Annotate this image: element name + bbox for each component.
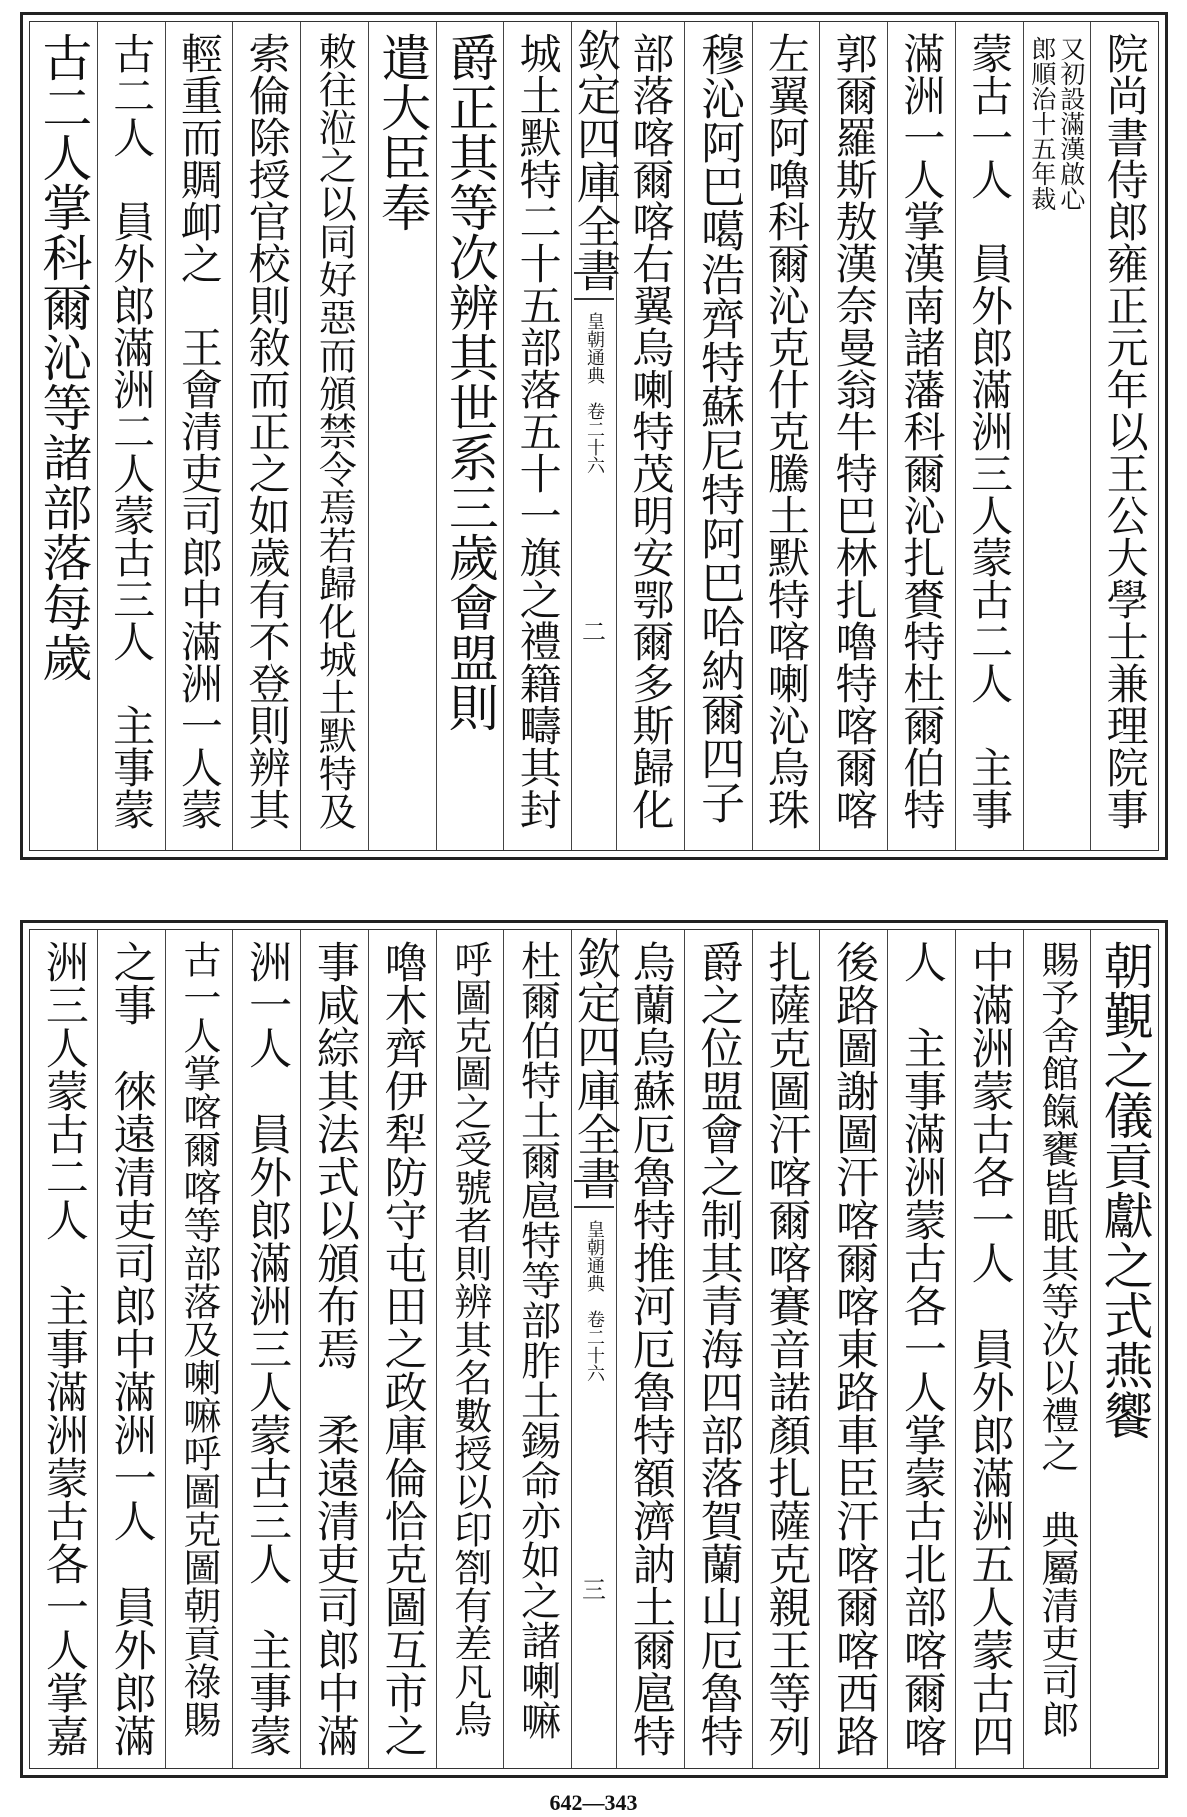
text-column (97, 22, 165, 850)
text-column (503, 22, 571, 850)
text-column (752, 22, 820, 850)
text-column (887, 22, 955, 850)
text-column (1023, 930, 1091, 1768)
column-text: 扎薩克圖汗喀爾喀賽音諾顏扎薩克親王等列 (761, 940, 812, 1757)
book-title: 欽定四庫全書 (569, 28, 620, 292)
text-column (300, 22, 368, 850)
column-text: 部落喀爾喀右翼烏喇特茂明安鄂爾多斯歸化 (626, 32, 676, 830)
text-column (887, 930, 955, 1768)
top-page-columns (30, 22, 1158, 850)
column-text: 古一人掌喀爾喀等部落及喇嘛呼圖克圖朝貢祿賜 (176, 940, 221, 1738)
column-text: 之事 徠遠清吏司郎中滿洲一人 員外郎滿 (106, 940, 157, 1757)
text-column (436, 930, 504, 1768)
column-text: 洲三人蒙古二人 主事滿洲蒙古各一人掌嘉 (38, 940, 89, 1757)
column-text: 院尚書侍郎雍正元年以王公大學士兼理院事 (1100, 32, 1150, 830)
column-text: 事咸綜其法式以頒布焉 柔遠清吏司郎中滿 (309, 940, 360, 1757)
bottom-page-frame (29, 929, 1159, 1769)
text-column (368, 22, 436, 850)
column-text: 嚕木齊伊犁防守屯田之政庫倫恰克圖互市之 (377, 940, 428, 1757)
series-title: 皇朝通典 (584, 312, 605, 384)
text-column (616, 930, 684, 1768)
text-column (232, 22, 300, 850)
text-column (300, 930, 368, 1768)
top-page-frame (29, 21, 1159, 851)
text-column (232, 930, 300, 1768)
text-column (1090, 22, 1158, 850)
fishtail-mark (574, 272, 614, 300)
volume-number: 卷二十六 (584, 1310, 605, 1382)
column-text: 烏蘭烏蘇厄魯特推河厄魯特額濟訥土爾扈特 (625, 940, 676, 1757)
annotation-line: 郎順治十五年裁 (1027, 36, 1057, 211)
column-text: 左翼阿嚕科爾沁克什克騰土默特喀喇沁烏珠 (761, 32, 811, 830)
column-text: 穆沁阿巴噶浩齊特蘇尼特阿巴哈納爾四子 (693, 32, 745, 824)
text-column (165, 930, 233, 1768)
text-column (1090, 930, 1158, 1768)
column-text: 中滿洲蒙古各一人 員外郎滿洲五人蒙古四 (964, 940, 1015, 1757)
text-column (503, 930, 571, 1768)
column-text: 郭爾羅斯敖漢奈曼翁牛特巴林扎嚕特喀爾喀 (829, 32, 879, 830)
text-column (30, 930, 97, 1768)
column-text: 呼圖克圖之受號者則辨其名數授以印劄有差凡烏 (447, 940, 492, 1738)
text-column (752, 930, 820, 1768)
center-fold (569, 22, 620, 850)
column-text: 遣大臣奉 (373, 32, 432, 232)
text-column (955, 22, 1023, 850)
text-column (436, 22, 504, 850)
column-text: 敕往涖之以同好惡而頒禁令焉若歸化城土默特及 (312, 32, 357, 830)
annotation-line: 又初設滿漢啟心 (1056, 36, 1086, 211)
column-text: 人 主事滿洲蒙古各一人掌蒙古北部喀爾喀 (896, 940, 947, 1757)
column-text: 索倫除授官校則敘而正之如歲有不登則辨其 (242, 32, 292, 830)
center-fold (569, 930, 620, 1768)
column-text: 爵正其等次辨其世系三歲會盟則 (440, 32, 499, 732)
column-text: 朝覲之儀貢獻之式燕饗 (1095, 940, 1154, 1440)
bottom-page-columns (30, 930, 1158, 1768)
column-text: 後路圖謝圖汗喀爾喀東路車臣汗喀爾喀西路 (829, 940, 880, 1757)
column-text: 城土默特二十五部落五十一旗之禮籍疇其封 (513, 32, 563, 830)
text-column (684, 22, 752, 850)
series-title: 皇朝通典 (584, 1220, 605, 1292)
column-text: 杜爾伯特土爾扈特等部胙土錫命亦如之諸喇嘛 (514, 940, 561, 1740)
text-column (955, 930, 1023, 1768)
book-title: 欽定四庫全書 (569, 936, 620, 1200)
bottom-page (20, 920, 1168, 1778)
fishtail-mark (574, 1180, 614, 1208)
text-column (165, 22, 233, 850)
text-column (616, 22, 684, 850)
text-column (819, 930, 887, 1768)
annotation-column (1023, 22, 1091, 850)
leaf-number: 三 (582, 1576, 606, 1604)
text-column (30, 22, 97, 850)
page-number-footer: 642—343 (549, 1790, 638, 1815)
leaf-number: 二 (582, 618, 606, 646)
text-column (97, 930, 165, 1768)
text-column (684, 930, 752, 1768)
column-text: 輕重而賙卹之 王會清吏司郎中滿洲一人蒙 (174, 32, 224, 830)
top-page (20, 12, 1168, 860)
text-column (368, 930, 436, 1768)
column-text: 洲一人 員外郎滿洲三人蒙古三人 主事蒙 (242, 940, 293, 1757)
column-text: 蒙古一人 員外郎滿洲三人蒙古二人 主事 (965, 32, 1015, 830)
column-text: 爵之位盟會之制其青海四部落賀蘭山厄魯特 (693, 940, 744, 1757)
column-text: 古二人掌科爾沁等諸部落每歲 (34, 32, 93, 682)
volume-number: 卷二十六 (584, 402, 605, 474)
column-text: 滿洲一人掌漢南諸藩科爾沁扎賚特杜爾伯特 (897, 32, 947, 830)
column-text: 古二人 員外郎滿洲二人蒙古三人 主事蒙 (107, 32, 157, 830)
column-text: 賜予舍館餼饔皆眂其等次以禮之 典屬清吏司郎 (1034, 940, 1079, 1738)
text-column (819, 22, 887, 850)
